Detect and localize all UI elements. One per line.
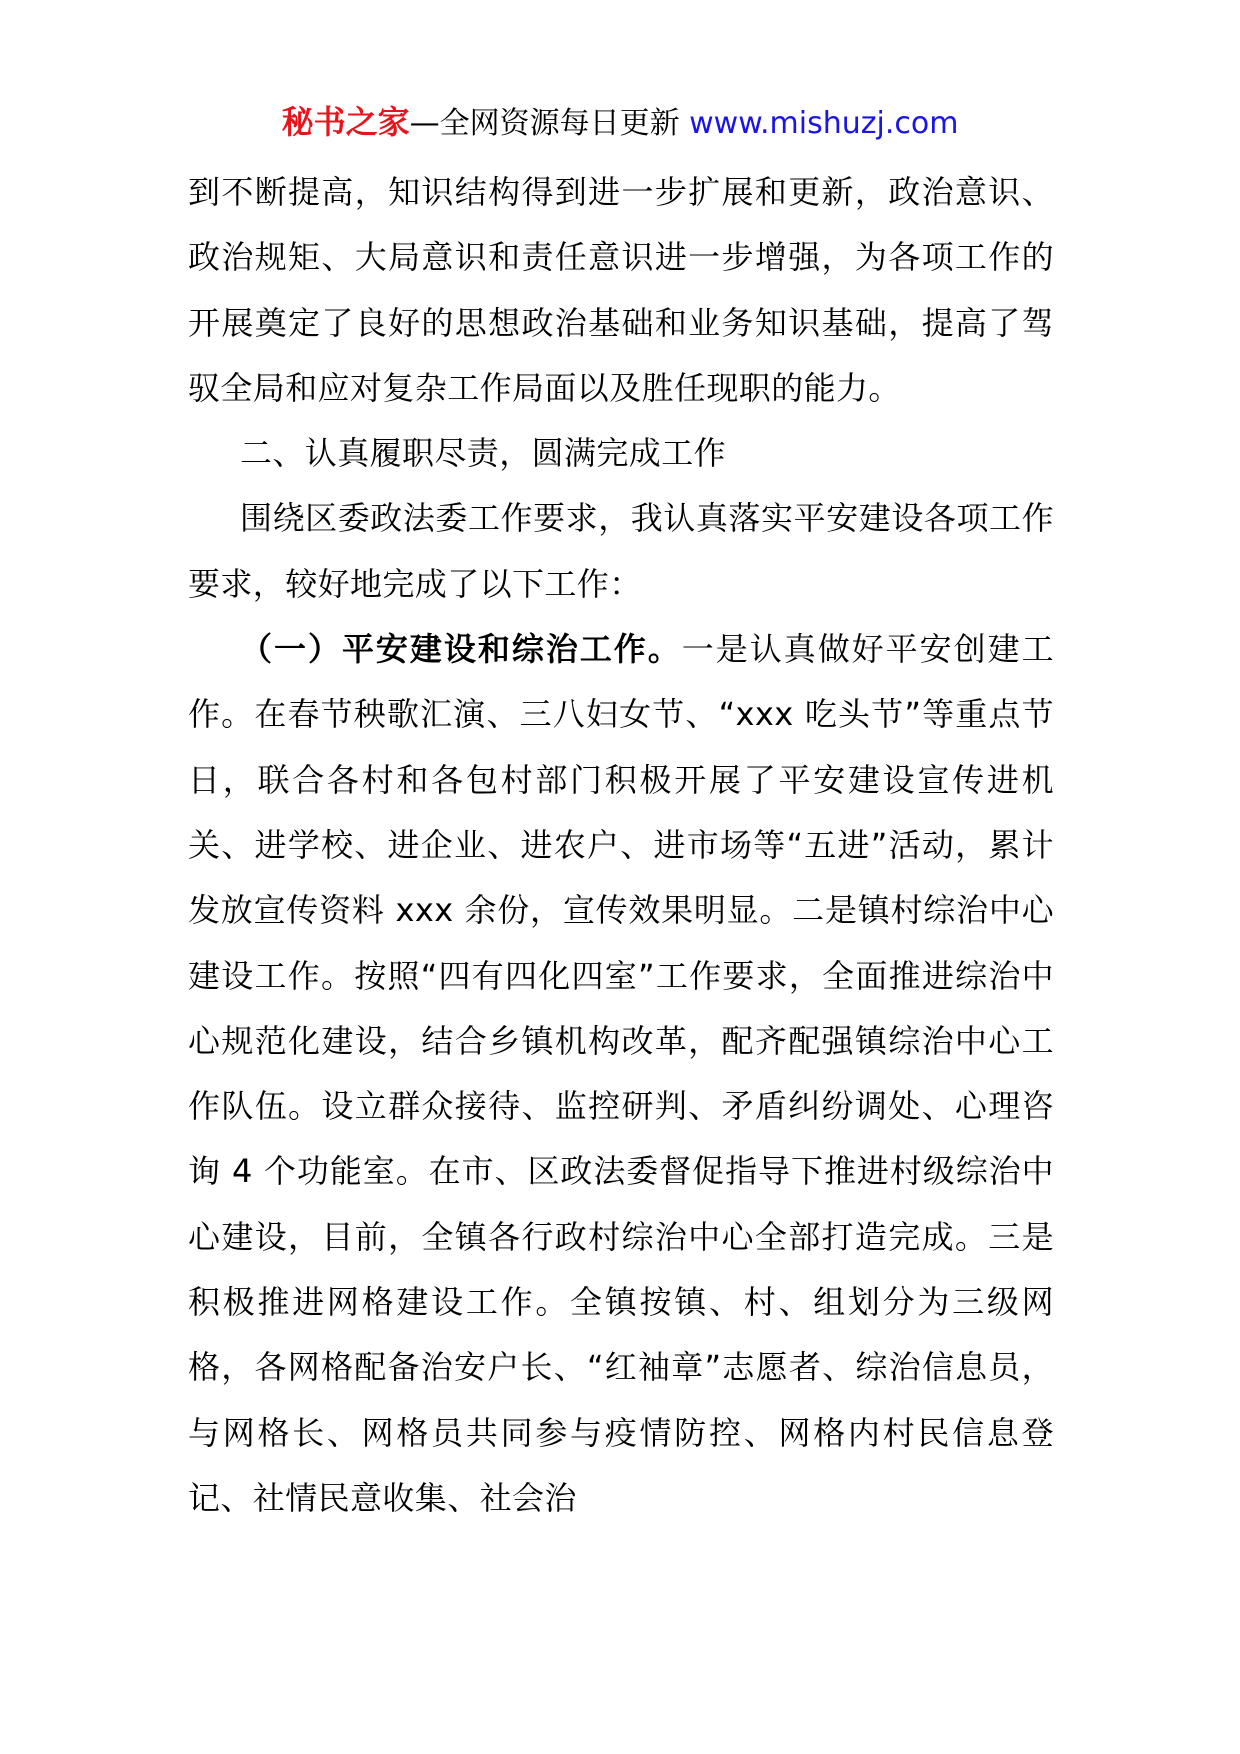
section-1-paragraph	[188, 617, 1054, 1531]
site-url-link[interactable]: www.mishuzj.com	[689, 106, 959, 141]
paragraph-continued: 到不断提高，知识结构得到进一步扩展和更新，政治意识、政治规矩、大局意识和责任意识进一步增强，为各项工作的开展奠定了良好的思想政治基础和业务知识基础，提高了驾驭全局和应对复杂工作局面以及胜任现职的能力。	[188, 173, 1054, 407]
section-heading: 二、认真履职尽责，圆满完成工作	[240, 434, 727, 473]
section-1-body: 一是认真做好平安创建工作。在春节秧歌汇演、三八妇女节、“xxx 吃头节”等重点节日，联合各村和各包村部门积极开展了平安建设宣传进机关、进学校、进企业、进农户、进市场等“五进”活动，累计发放宣传资料 xxx 余份，宣传效果明显。二是镇村综治中心建设工作。按照“四有四化四室”工作要求，全面推进综治中心规范化建设，结合乡镇机构改革，配齐配强镇综治中心工作队伍。设立群众接待、监控研判、矛盾纠纷调处、心理咨询 4 个功能室。在市、区政法委督促指导下推进村级综治中心建设，目前，全镇各行政村综治中心全部打造完成。三是积极推进网格建设工作。全镇按镇、村、组划分为三级网格，各网格配备治安户长、“红袖章”志愿者、综治信息员，与网格长、网格员共同参与疫情防控、网格内村民信息登记、社情民意收集、社会治	[188, 630, 1055, 1517]
brand-name: 秘书之家	[281, 103, 410, 141]
document-body	[188, 160, 1054, 1531]
intro-paragraph: 围绕区委政法委工作要求，我认真落实平安建设各项工作要求，较好地完成了以下工作：	[188, 499, 1054, 603]
header-tagline: —全网资源每日更新	[409, 106, 690, 141]
section-1-title: （一）平安建设和综治工作。	[240, 630, 682, 669]
site-header	[0, 100, 1240, 146]
